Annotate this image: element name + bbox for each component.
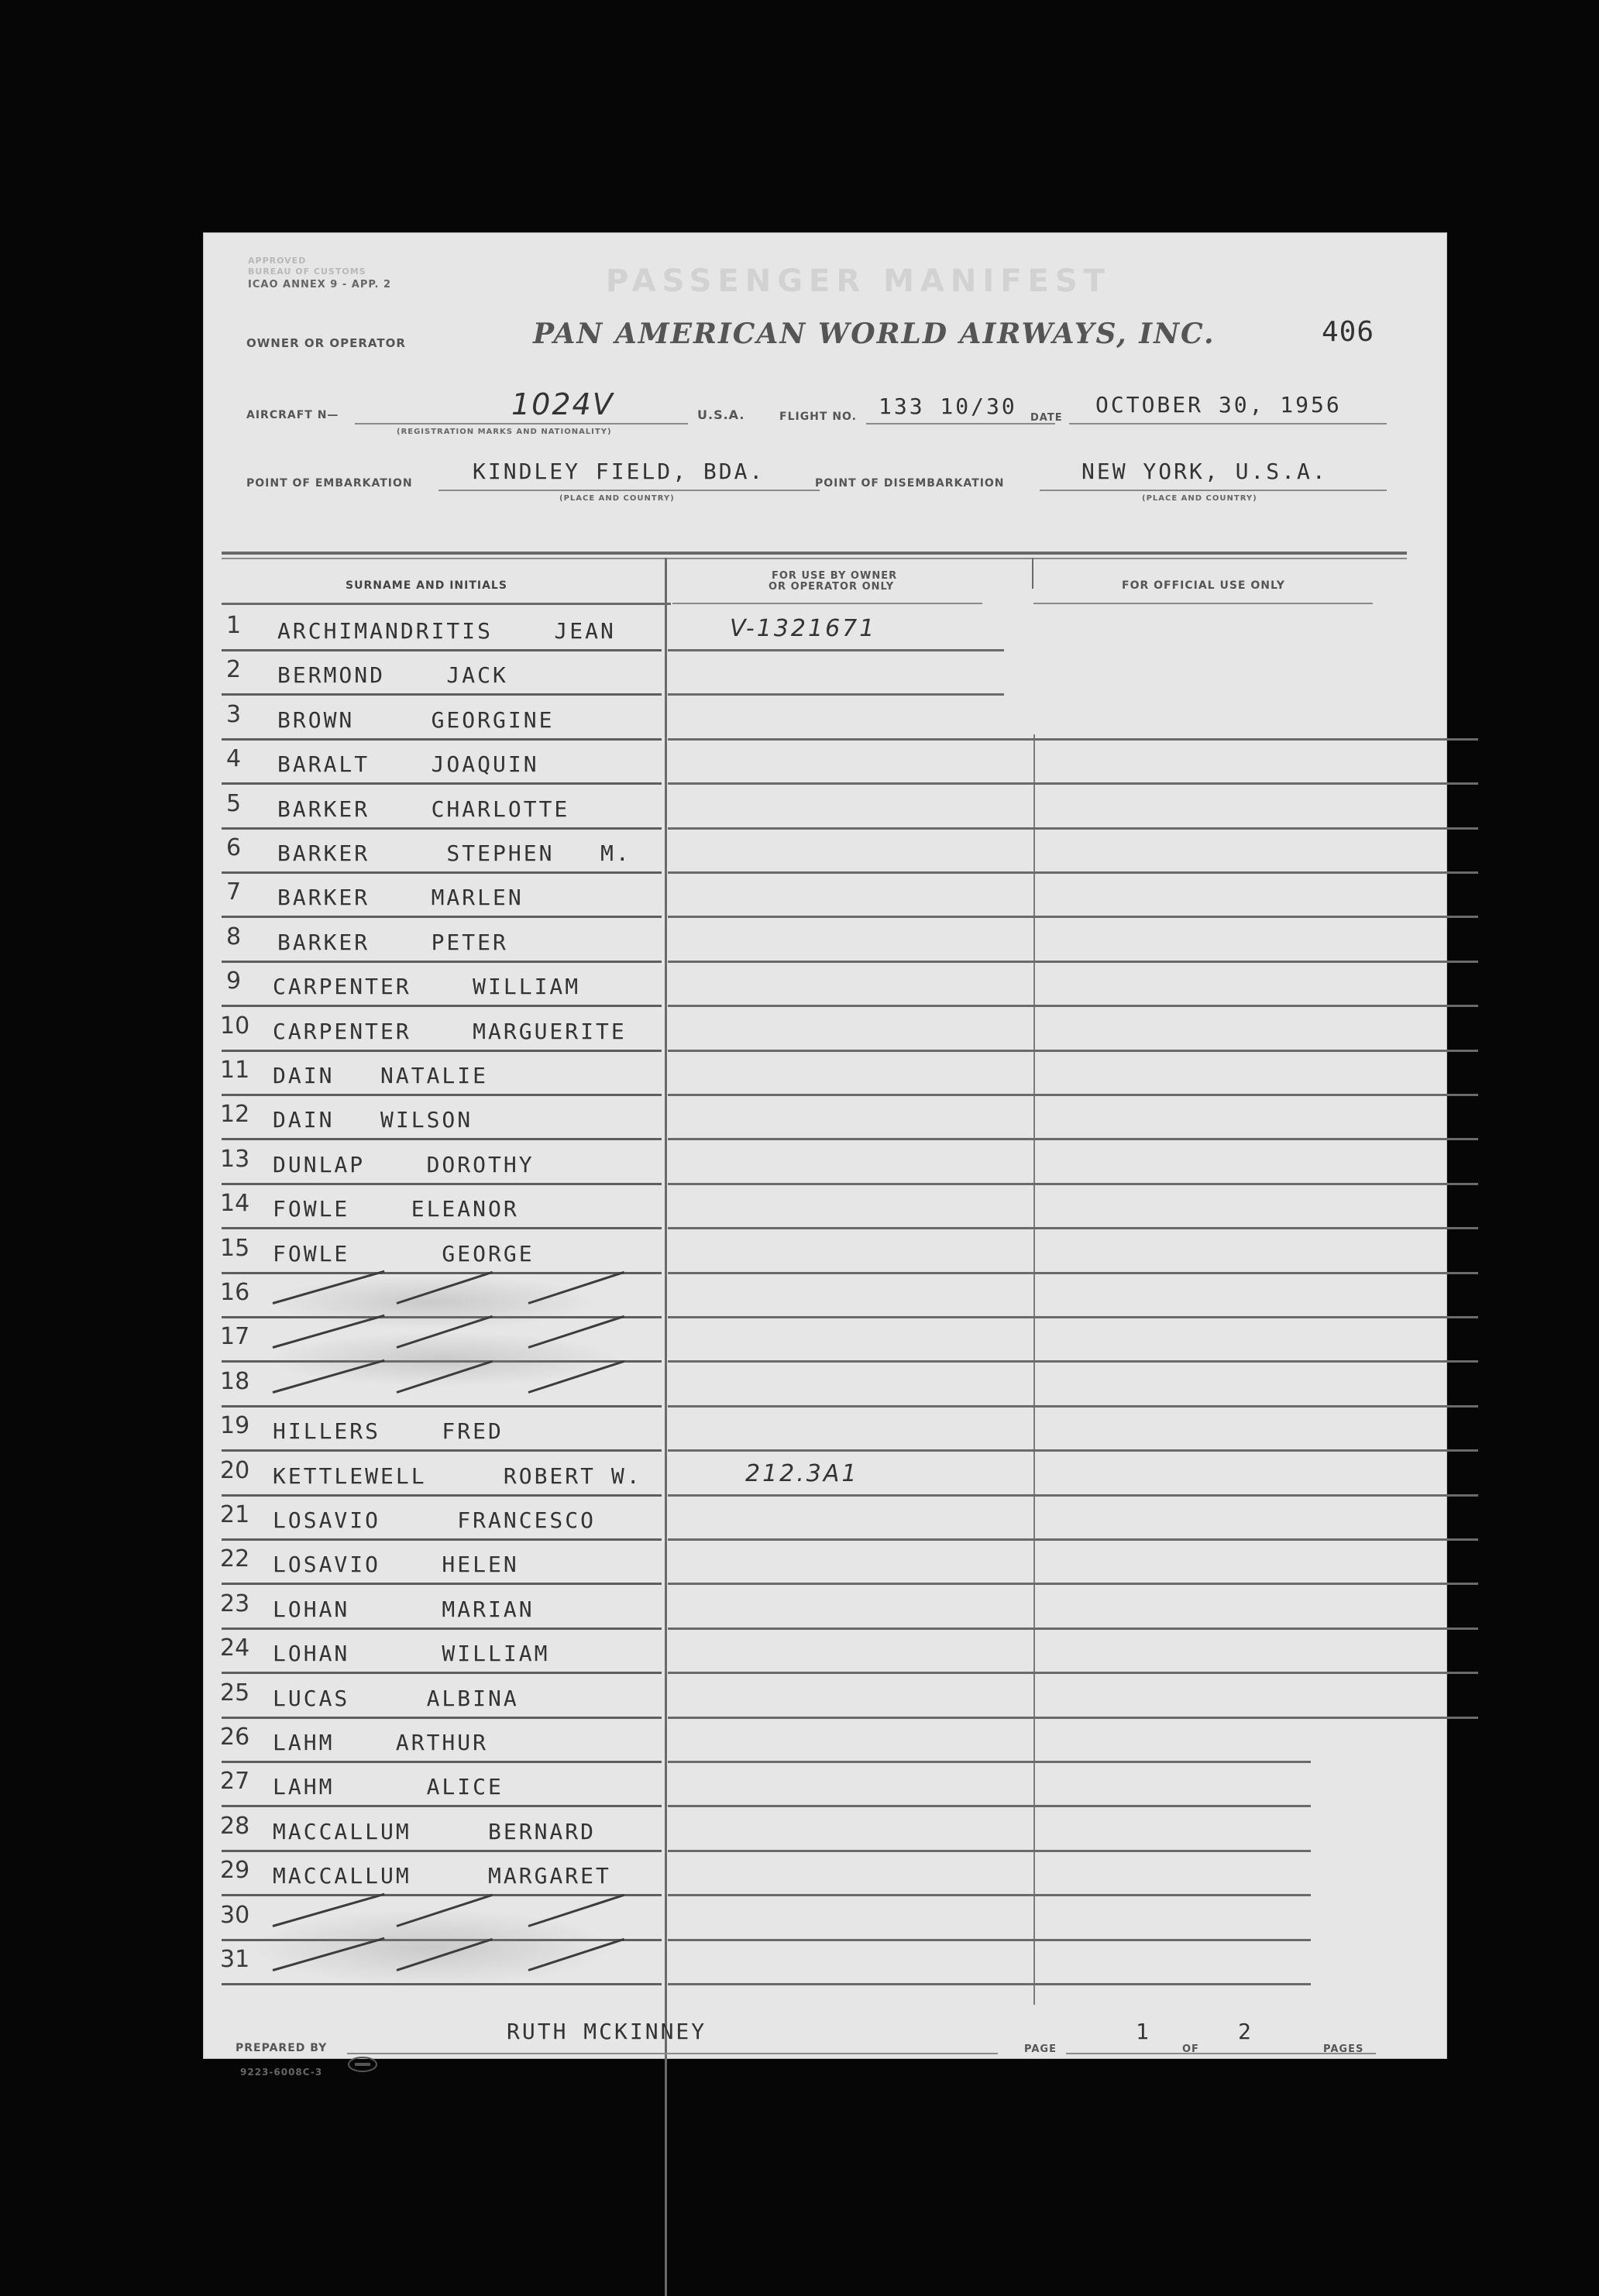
aircraft-label: AIRCRAFT N— xyxy=(246,409,339,421)
row-rule xyxy=(668,1583,1478,1585)
row-number: 3 xyxy=(226,700,242,728)
operator-note: V-1321671 xyxy=(730,615,877,642)
union-label-icon xyxy=(347,2056,378,2073)
row-rule xyxy=(222,1805,662,1807)
col-surname: SURNAME AND INITIALS xyxy=(346,579,507,592)
row-rule xyxy=(222,1894,662,1896)
row-rule xyxy=(222,961,662,963)
row-rule xyxy=(668,1538,1478,1541)
of-label: OF xyxy=(1182,2043,1199,2055)
row-number: 11 xyxy=(220,1057,250,1084)
row-number: 1 xyxy=(226,612,242,639)
passenger-name: BARKER PETER xyxy=(277,929,508,955)
row-rule xyxy=(222,1672,662,1674)
row-rule xyxy=(668,1672,1478,1674)
embark-label: POINT OF EMBARKATION xyxy=(246,477,413,490)
row-number: 7 xyxy=(226,878,242,906)
row-rule xyxy=(222,1850,662,1852)
row-rule xyxy=(222,738,662,741)
row-rule xyxy=(668,1050,1478,1052)
row-number: 16 xyxy=(220,1279,250,1306)
row-rule xyxy=(222,649,662,651)
aircraft-value: 1024V xyxy=(511,387,614,421)
row-number: 20 xyxy=(220,1456,250,1484)
row-rule xyxy=(668,1805,1311,1807)
approval-line-1: APPROVED xyxy=(248,256,307,266)
passenger-name: CARPENTER WILLIAM xyxy=(273,974,581,1000)
passenger-name: CARPENTER MARGUERITE xyxy=(273,1018,627,1044)
row-rule xyxy=(222,871,662,874)
passenger-name: LOHAN MARIAN xyxy=(273,1596,535,1622)
row-rule xyxy=(668,1449,1478,1452)
passenger-name: BARKER MARLEN xyxy=(277,885,524,911)
row-number: 6 xyxy=(226,834,242,861)
usa-label: U.S.A. xyxy=(697,407,745,422)
passenger-name: LOSAVIO FRANCESCO xyxy=(273,1507,597,1533)
prepared-value: RUTH MCKINNEY xyxy=(507,2019,707,2044)
row-number: 31 xyxy=(220,1946,250,1973)
flight-value: 133 10/30 xyxy=(879,394,1017,419)
row-number: 29 xyxy=(220,1857,250,1885)
row-number: 28 xyxy=(220,1812,250,1840)
row-rule xyxy=(222,1761,662,1763)
row-rule xyxy=(222,1138,662,1140)
row-rule xyxy=(668,1227,1478,1229)
row-number: 14 xyxy=(220,1190,250,1218)
row-rule xyxy=(222,827,662,830)
embark-caption: (PLACE AND COUNTRY) xyxy=(559,494,675,503)
row-rule xyxy=(668,1405,1478,1408)
passenger-name: MACCALLUM MARGARET xyxy=(273,1863,611,1889)
row-number: 9 xyxy=(226,968,242,995)
col-official: FOR OFFICIAL USE ONLY xyxy=(1122,579,1285,592)
prepared-label: PREPARED BY xyxy=(236,2042,328,2054)
page-label: PAGE xyxy=(1024,2043,1057,2055)
row-number: 8 xyxy=(226,923,242,950)
row-number: 27 xyxy=(220,1768,250,1796)
row-rule xyxy=(668,1183,1478,1185)
row-number: 5 xyxy=(226,789,242,817)
approval-line-3: ICAO ANNEX 9 - APP. 2 xyxy=(248,279,391,290)
row-number: 17 xyxy=(220,1323,250,1351)
row-rule xyxy=(222,1050,662,1052)
flight-label: FLIGHT NO. xyxy=(779,411,857,423)
row-rule xyxy=(668,1761,1311,1763)
passenger-name: KETTLEWELL ROBERT W. xyxy=(273,1462,642,1489)
date-label: DATE xyxy=(1030,412,1063,424)
row-rule xyxy=(222,1094,662,1096)
row-rule xyxy=(222,1449,662,1452)
row-rule xyxy=(222,1627,662,1630)
row-rule xyxy=(668,827,1478,830)
manifest-page xyxy=(203,232,1447,2078)
row-rule xyxy=(668,738,1478,741)
row-number: 10 xyxy=(220,1012,250,1040)
page-value: 1 xyxy=(1136,2019,1151,2044)
row-number: 12 xyxy=(220,1101,250,1129)
row-rule xyxy=(222,1405,662,1408)
row-rule xyxy=(222,1183,662,1185)
passenger-name: DAIN WILSON xyxy=(273,1107,473,1133)
row-rule xyxy=(668,1850,1311,1852)
row-rule xyxy=(668,649,1004,651)
approval-line-2: BUREAU OF CUSTOMS xyxy=(248,266,366,277)
passenger-name: BARALT JOAQUIN xyxy=(277,751,539,778)
row-rule xyxy=(222,1583,662,1585)
row-rule xyxy=(668,1005,1478,1007)
row-number: 4 xyxy=(226,745,242,773)
passenger-name: FOWLE GEORGE xyxy=(273,1240,535,1267)
disembark-label: POINT OF DISEMBARKATION xyxy=(815,477,1005,490)
row-rule xyxy=(222,1717,662,1719)
row-number: 22 xyxy=(220,1545,250,1573)
row-rule xyxy=(668,693,1004,696)
row-rule xyxy=(668,1939,1311,1941)
row-rule xyxy=(668,1138,1478,1140)
row-rule xyxy=(668,1627,1478,1630)
row-number: 19 xyxy=(220,1412,250,1440)
row-rule xyxy=(668,1272,1478,1274)
row-number: 24 xyxy=(220,1634,250,1662)
passenger-name: LAHM ARTHUR xyxy=(273,1730,489,1755)
date-value: OCTOBER 30, 1956 xyxy=(1095,392,1342,418)
row-rule xyxy=(668,1894,1311,1896)
pages-label: PAGES xyxy=(1323,2043,1364,2055)
row-rule xyxy=(668,871,1478,874)
row-rule xyxy=(668,1316,1478,1318)
passenger-name: FOWLE ELEANOR xyxy=(273,1196,519,1222)
page-stamp: 406 xyxy=(1322,316,1375,348)
passenger-name: BERMOND JACK xyxy=(277,662,508,689)
row-number: 30 xyxy=(220,1901,250,1929)
row-rule xyxy=(668,916,1478,918)
of-value: 2 xyxy=(1238,2019,1253,2044)
passenger-name: DUNLAP DOROTHY xyxy=(273,1151,535,1177)
row-rule xyxy=(668,1717,1478,1719)
row-rule xyxy=(222,916,662,918)
embark-value: KINDLEY FIELD, BDA. xyxy=(473,459,765,484)
passenger-name: BROWN GEORGINE xyxy=(277,706,555,733)
owner-name: PAN AMERICAN WORLD AIRWAYS, INC. xyxy=(533,318,1216,350)
row-rule xyxy=(668,1360,1478,1363)
passenger-name: DAIN NATALIE xyxy=(273,1063,489,1088)
form-number: 9223-6008C-3 xyxy=(240,2067,323,2078)
row-rule xyxy=(222,1227,662,1229)
operator-note: 212.3A1 xyxy=(745,1459,859,1487)
row-number: 15 xyxy=(220,1234,250,1262)
row-rule xyxy=(222,1005,662,1007)
row-number: 2 xyxy=(226,656,242,684)
row-number: 26 xyxy=(220,1724,250,1751)
disembark-value: NEW YORK, U.S.A. xyxy=(1081,459,1328,484)
row-number: 18 xyxy=(220,1367,250,1395)
passenger-name: HILLERS FRED xyxy=(273,1418,504,1445)
passenger-name: ARCHIMANDRITIS JEAN xyxy=(277,618,616,644)
registration-caption: (REGISTRATION MARKS AND NATIONALITY) xyxy=(397,428,612,436)
col-owner-use-2: OR OPERATOR ONLY xyxy=(769,581,895,593)
row-rule xyxy=(222,693,662,696)
passenger-name: LOSAVIO HELEN xyxy=(273,1552,519,1578)
passenger-name: LAHM ALICE xyxy=(273,1774,504,1800)
passenger-name: BARKER CHARLOTTE xyxy=(277,796,570,822)
row-number: 21 xyxy=(220,1501,250,1528)
row-rule xyxy=(668,1494,1478,1497)
row-rule xyxy=(222,1272,662,1274)
passenger-name: BARKER STEPHEN M. xyxy=(277,840,631,866)
row-rule xyxy=(668,961,1478,963)
row-rule xyxy=(222,782,662,785)
disembark-caption: (PLACE AND COUNTRY) xyxy=(1142,494,1257,503)
row-number: 13 xyxy=(220,1145,250,1173)
row-rule xyxy=(668,782,1478,785)
row-number: 25 xyxy=(220,1679,250,1707)
row-rule xyxy=(222,1494,662,1497)
col-owner-use-1: FOR USE BY OWNER xyxy=(772,570,898,582)
owner-label: OWNER OR OPERATOR xyxy=(246,336,406,350)
row-number: 23 xyxy=(220,1590,250,1617)
row-rule xyxy=(668,1094,1478,1096)
passenger-name: LUCAS ALBINA xyxy=(273,1685,519,1711)
form-title: PASSENGER MANIFEST xyxy=(606,263,1111,299)
row-rule xyxy=(668,1983,1311,1985)
passenger-name: LOHAN WILLIAM xyxy=(273,1641,550,1667)
passenger-name: MACCALLUM BERNARD xyxy=(273,1818,597,1844)
row-rule xyxy=(222,1538,662,1541)
